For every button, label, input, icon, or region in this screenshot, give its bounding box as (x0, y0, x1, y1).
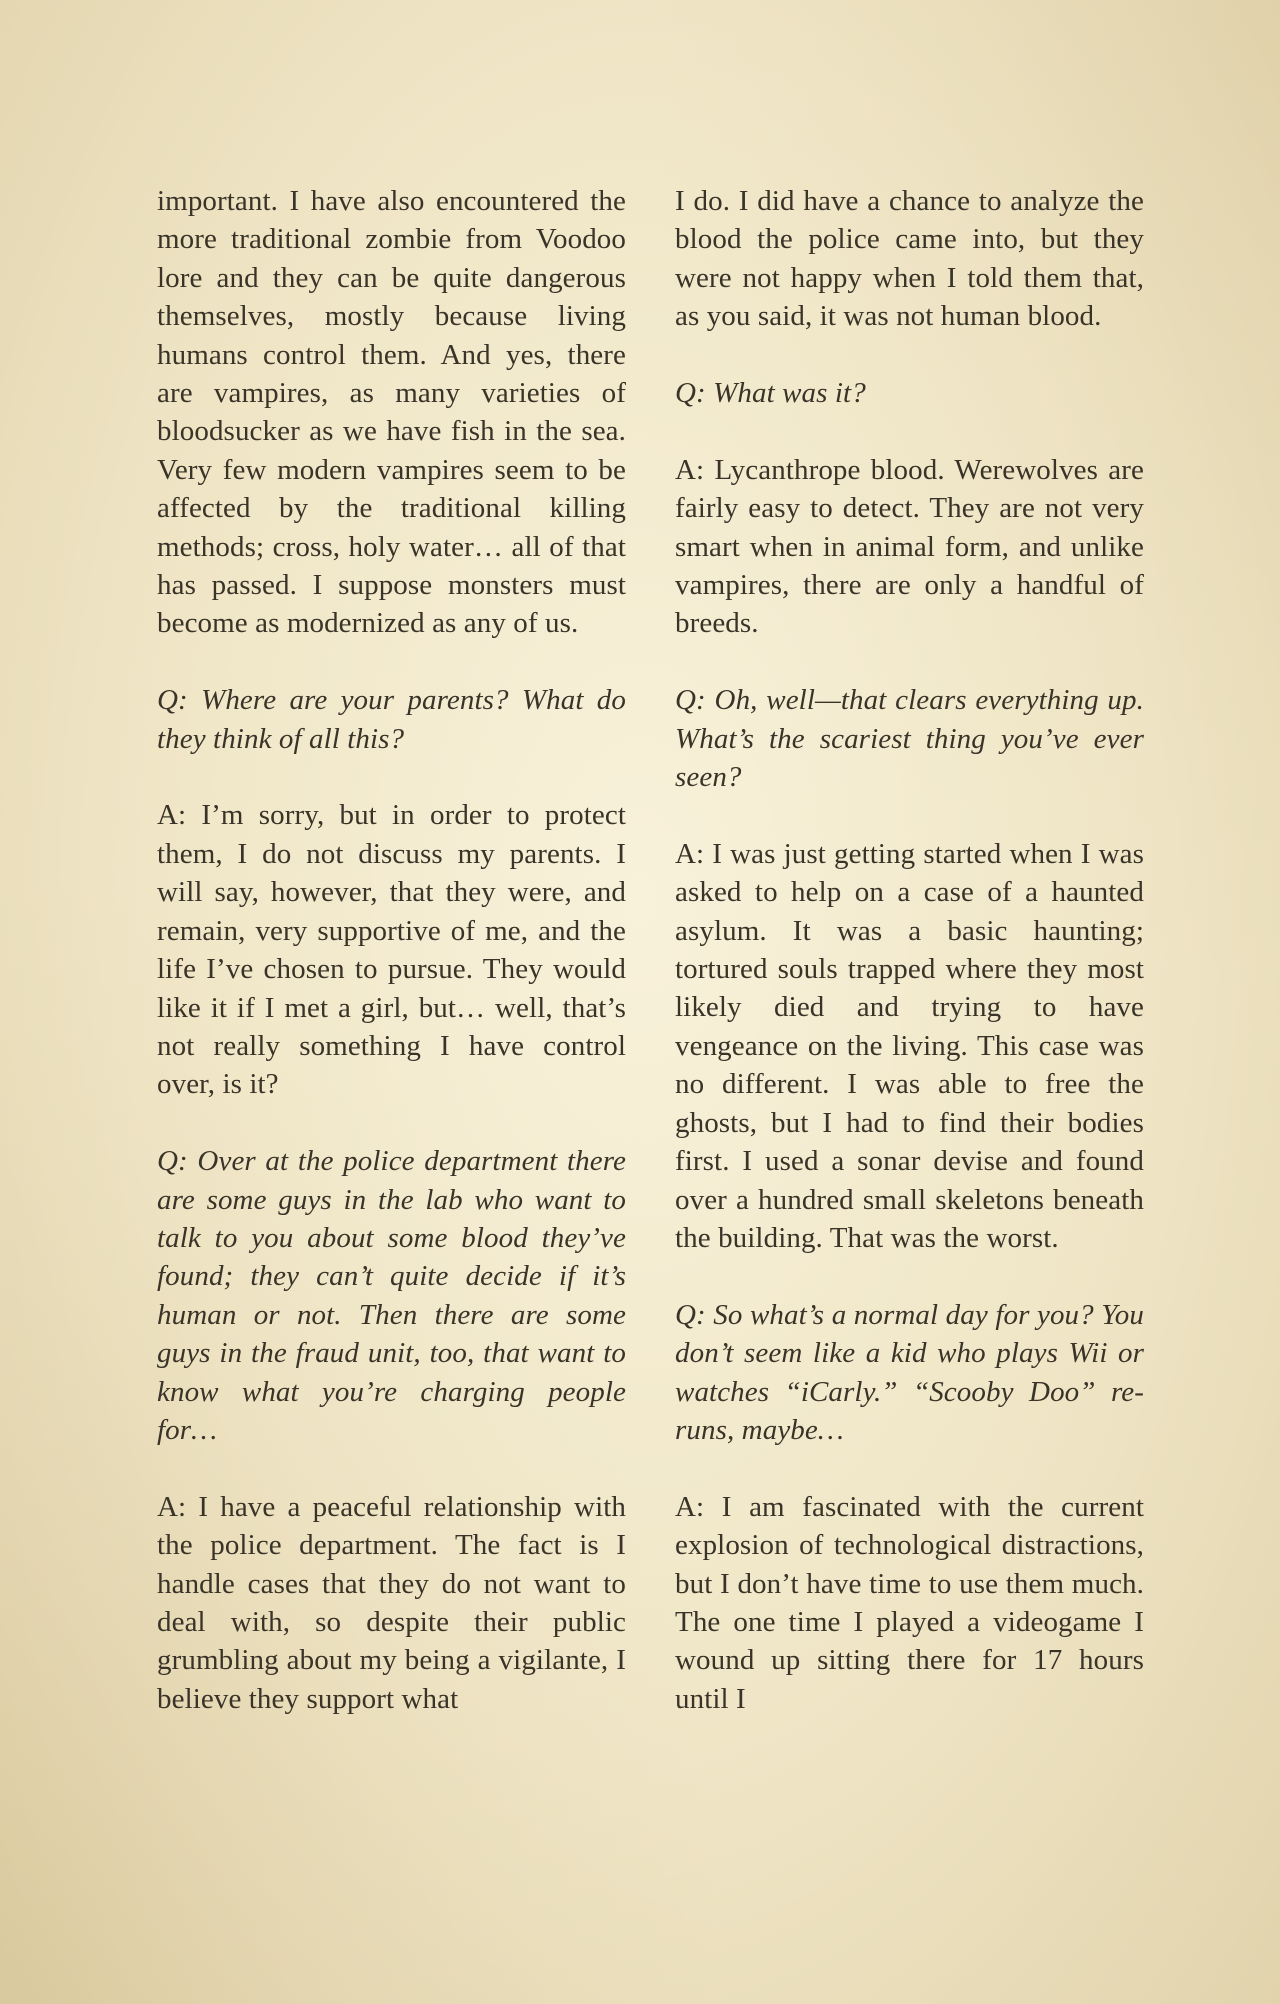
answer-paragraph: important. I have also encountered the more traditional zombie from Voodoo lore and they can be quite dangerous themselves, mostly because living humans control them. And yes, there are vampires, as many varieties of bloodsucker as we have fish in the sea. Very few modern vampires seem to be affected by the traditional killing methods; cross, holy water… all of that has passed. I suppose monsters must become as modernized as any of us. (157, 185, 626, 640)
answer-paragraph: A: I’m sorry, but in order to protect them, I do not discuss my parents. I will say, however, that they were, and remain, very supportive of me, and the life I’ve chosen to pursue. They would like it if I met a girl, but… well, that’s not really something I have control over, is it? (157, 799, 626, 1101)
question-paragraph: Q: Over at the police department there are some guys in the lab who want to talk to you about some blood they’ve found; they can’t quite decide if it’s human or not. Then there are some guys in the fraud unit, too, that want to know what you’re charging people for… (157, 1145, 626, 1446)
answer-paragraph: A: I am fascinated with the current explosion of technological distractions, but I don’t have time to use them much. The one time I played a videogame I wound up sitting there for 17 hours until I (675, 1490, 1144, 1715)
answer-paragraph: A: I was just getting started when I was asked to help on a case of a haunted asylum. It was a basic haunting; tortured souls trapped where they most likely died and trying to have vengeance on the living. This case was no different. I was able to free the ghosts, but I had to find their bodies first. I used a sonar devise and found over a hundred small skeletons beneath the building. That was the worst. (675, 837, 1144, 1254)
answer-paragraph: I do. I did have a chance to analyze the blood the police came into, but they were not happy when I told them that, as you said, it was not human blood. (675, 185, 1144, 333)
question-paragraph: Q: So what’s a normal day for you? You don’t seem like a kid who plays Wii or watches “iCarly.” “Scooby Doo” re-runs, maybe… (675, 1298, 1144, 1446)
question-paragraph: Q: Where are your parents? What do they think of all this? (157, 684, 626, 755)
question-paragraph: Q: Oh, well—that clears everything up. What’s the scariest thing you’ve ever seen? (675, 684, 1144, 794)
right-column (675, 182, 1144, 1718)
left-column (157, 182, 626, 1718)
answer-paragraph: A: I have a peaceful relationship with the police department. The fact is I handle cases that they do not want to deal with, so despite their public grumbling about my being a vigilante, I believe they support what (157, 1490, 626, 1715)
answer-paragraph: A: Lycanthrope blood. Werewolves are fairly easy to detect. They are not very smart when in animal form, and unlike vampires, there are only a handful of breeds. (675, 453, 1144, 640)
question-paragraph: Q: What was it? (675, 377, 866, 410)
